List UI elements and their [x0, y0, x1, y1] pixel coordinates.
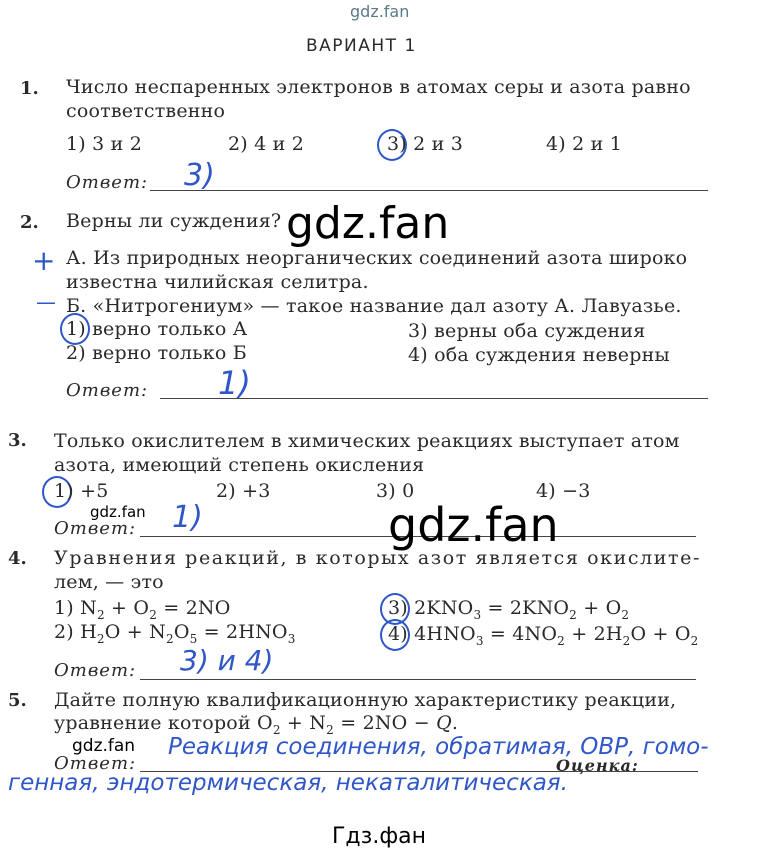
q5-text-line1: Дайте полную квалификационную характеристику реакции,: [54, 689, 677, 711]
q5-answer-label: Ответ:: [54, 753, 137, 774]
q1-answer-label: Ответ:: [66, 172, 149, 193]
q4-text-line1: Уравнения реакций, в которых азот является окислите-: [54, 547, 702, 569]
q2-text-line1: Верны ли суждения?: [66, 210, 282, 232]
q3-option-4: 4) −3: [536, 480, 591, 502]
q4-number: 4.: [8, 548, 27, 569]
q2-mark-a: +: [32, 244, 56, 277]
q2-statement-a-line1: А. Из природных неорганических соединений азота широко: [66, 247, 688, 269]
q4-answer-label: Ответ:: [54, 660, 137, 681]
q2-number: 2.: [20, 212, 39, 233]
q1-option-2: 2) 4 и 2: [228, 133, 305, 155]
q3-answer-handwritten: 1): [172, 500, 203, 535]
q2-mark-b: —: [36, 290, 56, 314]
watermark-top: gdz.fan: [350, 2, 410, 21]
q1-answer-line: [150, 190, 708, 191]
watermark-small-1: gdz.fan: [90, 503, 146, 521]
q1-text-line2: соответственно: [66, 100, 226, 122]
q4-option-3: 3) $2KNO_3 = 2KNO_2 + O_2$: [388, 597, 630, 622]
q2-option-4: 4) оба суждения неверны: [408, 344, 670, 366]
q2-statement-b: Б. «Нитрогениум» — такое название дал азоту А. Лавуазье.: [66, 295, 682, 317]
q4-text-line2: лем, — это: [54, 571, 164, 593]
q2-option-3: 3) верны оба суждения: [408, 320, 646, 342]
q5-answer-handwritten-line1: Реакция соединения, обратимая, ОВР, гомо-: [168, 734, 709, 760]
q3-option-3: 3) 0: [376, 480, 415, 502]
q2-answer-handwritten: 1): [218, 364, 251, 402]
q2-statement-a-line2: известна чилийская селитра.: [66, 271, 369, 293]
page-title: ВАРИАНТ 1: [306, 36, 417, 56]
q4-option-4: 4) $4HNO_3 = 4NO_2 + 2H_2O + O_2$: [388, 623, 699, 648]
q3-text-line2: азота, имеющий степень окисления: [54, 454, 425, 476]
watermark-large-1: gdz.fan: [286, 198, 450, 249]
q3-number: 3.: [8, 430, 27, 451]
q5-grade-label: Оценка:: [556, 756, 639, 775]
q3-text-line1: Только окислителем в химических реакциях выступает атом: [54, 430, 680, 452]
q2-option-1: 1) верно только А: [66, 318, 248, 340]
q3-option-2: 2) +3: [216, 480, 271, 502]
q5-number: 5.: [8, 690, 27, 711]
q1-option-3: 3) 2 и 3: [387, 133, 464, 155]
q4-option-2: 2) $H_2O + N_2O_5 = 2HNO_3$: [54, 621, 296, 646]
footer-watermark: Гдз.фан: [332, 824, 426, 849]
watermark-large-2: gdz.fan: [388, 498, 559, 552]
q2-option-2: 2) верно только Б: [66, 342, 247, 364]
q5-answer-handwritten-line2: генная, эндотермическая, некаталитическая.: [8, 770, 568, 796]
q1-number: 1.: [20, 78, 39, 99]
q1-answer-handwritten: 3): [184, 158, 215, 193]
q3-answer-label: Ответ:: [54, 518, 137, 539]
q4-answer-handwritten: 3) и 4): [180, 644, 274, 677]
q3-option-1: 1) +5: [54, 480, 109, 502]
q5-text-line2: уравнение которой $O_2 + N_2 = 2NO - Q$.: [54, 712, 459, 737]
q1-option-1: 1) 3 и 2: [66, 133, 143, 155]
q4-answer-line: [140, 679, 696, 680]
watermark-small-2: gdz.fan: [72, 736, 136, 756]
q2-answer-label: Ответ:: [66, 380, 149, 401]
q4-option-1: 1) $N_2 + O_2 = 2NO$: [54, 597, 231, 622]
q1-text-line1: Число неспаренных электронов в атомах серы и азота равно: [66, 76, 691, 98]
q1-option-4: 4) 2 и 1: [546, 133, 623, 155]
